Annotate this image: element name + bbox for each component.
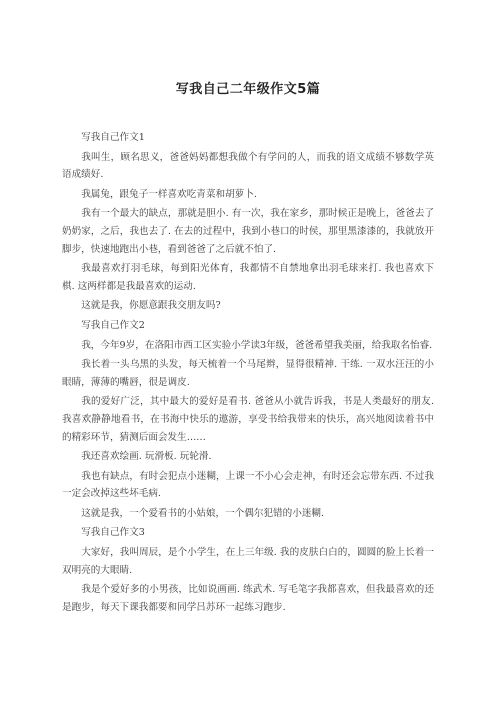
- paragraph: 我还喜欢绘画. 玩滑板. 玩轮滑.: [81, 451, 212, 463]
- paragraph: 这就是我，一个爱看书的小姑娘，一个偶尔犯错的小迷糊.: [81, 507, 325, 519]
- paragraph: 我也有缺点，有时会犯点小迷糊，上课一不小心会走神，有时还会忘带东西. 不过我一定会改掉这些坏毛病.: [62, 470, 434, 500]
- document-title: 写我自己二年级作文5篇: [175, 82, 321, 97]
- paragraph: 我最喜欢打羽毛球，每到阳光体育，我都情不自禁地拿出羽毛球来打. 我也喜欢下棋. 这两样都是我最喜欢的运动.: [62, 263, 434, 292]
- paragraph: 大家好，我叫周辰，是个小学生，在上三年级. 我的皮肤白白的，圆圆的脸上长着一双明亮的大眼睛.: [62, 547, 434, 576]
- paragraph: 我是个爱好多的小男孩，比如说画画. 练武术. 写毛笔字我都喜欢，但我最喜欢的还是跑步，每天下课我都要和同学吕苏环一起练习跑步.: [62, 584, 434, 613]
- section-heading-3: 写我自己作文3: [81, 527, 145, 539]
- paragraph: 我，今年9岁，在洛阳市西工区实验小学读3年级，爸爸希望我美丽，给我取名怡睿.: [81, 339, 433, 351]
- section-heading-1: 写我自己作文1: [81, 132, 145, 143]
- paragraph: 我长着一头乌黑的头发，每天梳着一个马尾辫，显得很精神. 干练. 一双水汪汪的小眼睛，薄薄的嘴唇，很是调皮.: [62, 359, 434, 388]
- paragraph: 我属兔，跟兔子一样喜欢吃青菜和胡萝卜.: [81, 188, 257, 200]
- paragraph: 我叫生，顾名思义，爸爸妈妈都想我做个有学问的人，而我的语文成绩不够数学英语成绩好.: [62, 151, 434, 181]
- paragraph: 我的爱好广泛，其中最大的爱好是看书. 爸爸从小就告诉我，书是人类最好的朋友. 我喜欢静静地看书，在书海中快乐的遨游，享受书给我带来的快乐，高兴地阅读着书中的精彩环节，猜测后面会发生……: [62, 396, 434, 443]
- paragraph: 这就是我，你愿意跟我交朋友吗?: [81, 300, 221, 312]
- paragraph: 我有一个最大的缺点，那就是胆小. 有一次，我在家乡，那时候正是晚上，爸爸去了奶奶家，之后，我也去了. 在去的过程中，我到小巷口的时侯，那里黑漆漆的，我就放开脚步，快速地跑出小巷，看到爸爸了之后就不怕了.: [62, 208, 434, 255]
- section-heading-2: 写我自己作文2: [81, 319, 145, 331]
